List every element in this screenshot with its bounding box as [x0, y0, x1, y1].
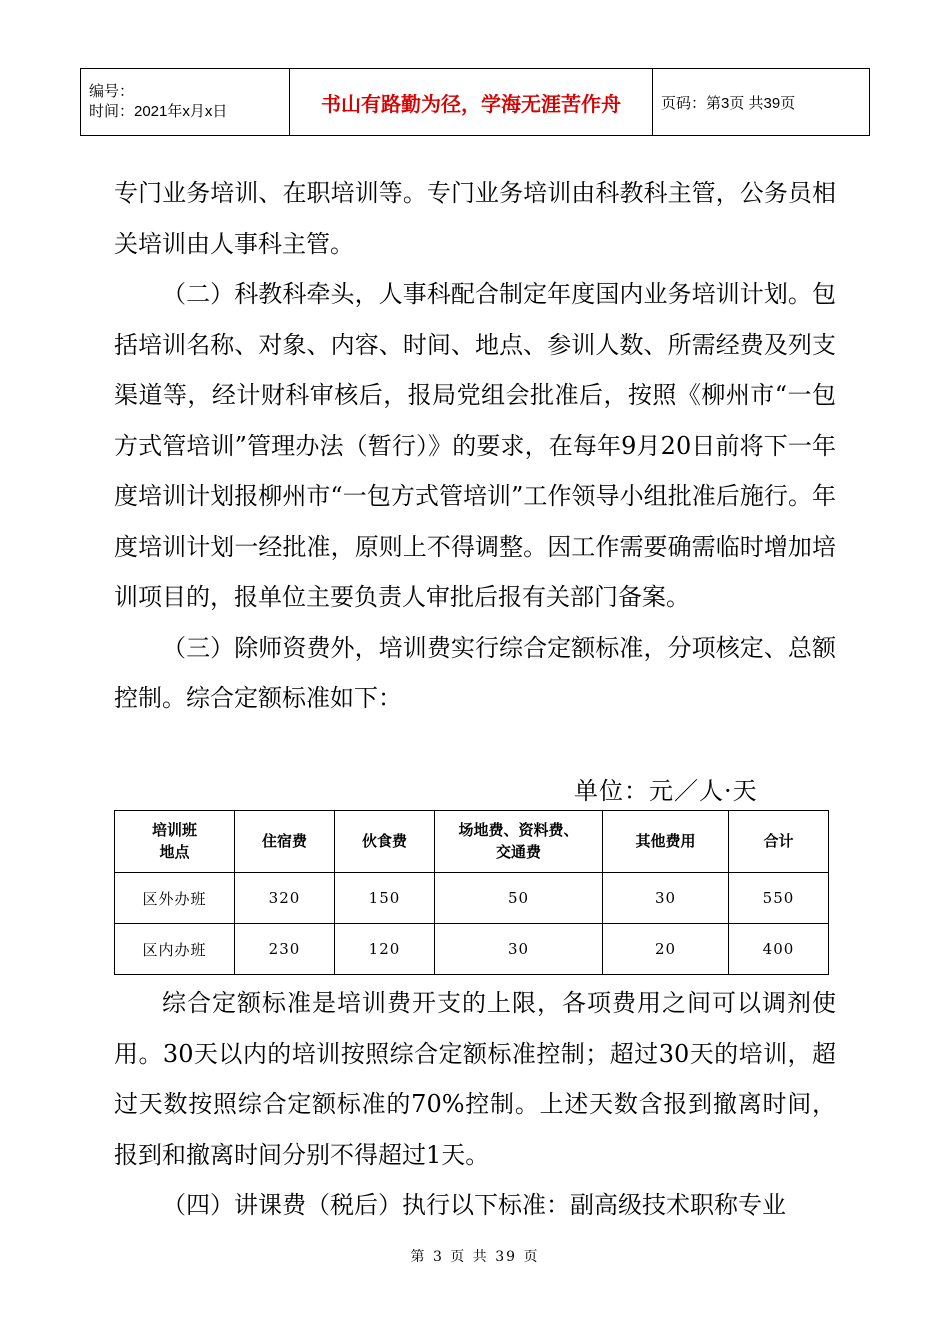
- page-footer: 第 3 页 共 39 页: [410, 1249, 540, 1265]
- paragraph: （二）科教科牵头，人事科配合制定年度国内业务培训计划。包括培训名称、对象、内容、时间、地点、参训人数、所需经费及列支渠道等，经计财科审核后，报局党组会批准后，按照《柳州市“一包方式管培训”管理办法（暂行）》的要求，在每年9月20日前将下一年度培训计划报柳州市“一包方式管培训”工作领导小组批准后施行。年度培训计划一经批准，原则上不得调整。因工作需要确需临时增加培训项目的，报单位主要负责人审批后报有关部门备案。: [114, 280, 836, 611]
- body-text-top: [114, 168, 836, 724]
- body-text-bottom: [114, 978, 836, 1231]
- time-label: 时间：2021年x月x日: [89, 103, 228, 120]
- column-header: 其他费用: [603, 811, 729, 873]
- table-row: [115, 873, 829, 924]
- column-header: 伙食费: [335, 811, 435, 873]
- table-cell: 550: [729, 873, 829, 924]
- table-cell: 30: [435, 924, 603, 975]
- paragraph: （四）讲课费（税后）执行以下标准：副高级技术职称专业: [162, 1191, 786, 1219]
- paragraph: 专门业务培训、在职培训等。专门业务培训由科教科主管，公务员相关培训由人事科主管。: [114, 179, 836, 258]
- header-motto: 书山有路勤为径，学海无涯苦作舟: [290, 69, 653, 136]
- table-cell: 区内办班: [115, 924, 235, 975]
- page-header: [80, 68, 870, 136]
- column-header: 合计: [729, 811, 829, 873]
- table-cell: 区外办班: [115, 873, 235, 924]
- header-meta: [81, 69, 290, 136]
- table-row: [115, 924, 829, 975]
- table-cell: 320: [235, 873, 335, 924]
- paragraph: 综合定额标准是培训费开支的上限，各项费用之间可以调剂使用。30天以内的培训按照综合定额标准控制；超过30天的培训，超过天数按照综合定额标准的70%控制。上述天数含报到撤离时间，报到和撤离时间分别不得超过1天。: [114, 989, 836, 1169]
- unit-label: 单位：元／人·天: [574, 777, 758, 805]
- column-header: 场地费、资料费、 交通费: [435, 811, 603, 873]
- column-header: 培训班 地点: [115, 811, 235, 873]
- column-header: 住宿费: [235, 811, 335, 873]
- table-cell: 150: [335, 873, 435, 924]
- paragraph: （三）除师资费外，培训费实行综合定额标准，分项核定、总额控制。综合定额标准如下：: [114, 633, 836, 712]
- table-cell: 120: [335, 924, 435, 975]
- table-header-row: [115, 811, 829, 873]
- table-cell: 230: [235, 924, 335, 975]
- table-cell: 30: [603, 873, 729, 924]
- table-cell: 20: [603, 924, 729, 975]
- table-cell: 50: [435, 873, 603, 924]
- number-label: 编号：: [89, 83, 135, 100]
- table-cell: 400: [729, 924, 829, 975]
- quota-standard-table: [114, 810, 829, 975]
- header-page-label: 页码：第3页 共39页: [653, 69, 870, 136]
